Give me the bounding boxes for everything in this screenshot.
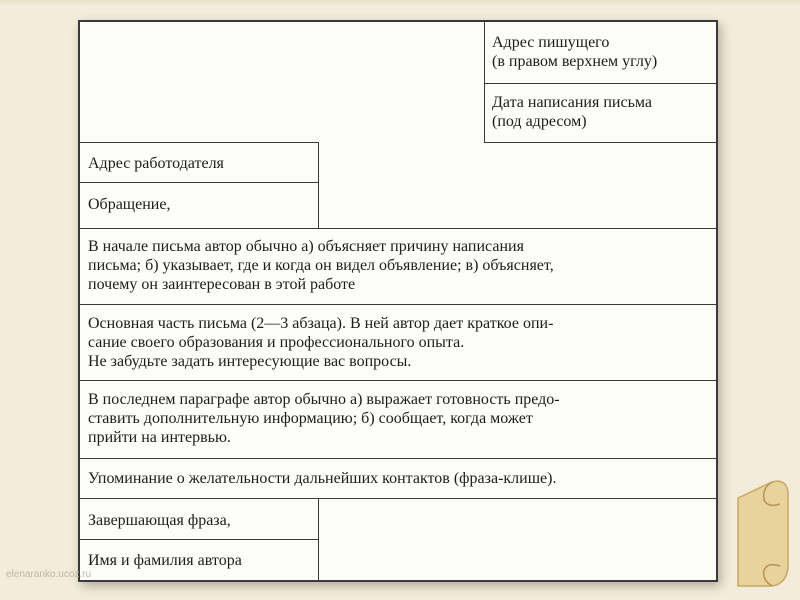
date-line: Дата написания письма <box>492 94 652 111</box>
closing-box <box>80 506 318 535</box>
greeting-box <box>80 190 318 219</box>
divider-employer-greeting <box>80 182 318 183</box>
opening-line-1: В начале письма автор обычно а) объясняет причину написания <box>88 238 524 255</box>
main-body-box <box>80 309 718 376</box>
main-body-line-2: сание своего образования и профессионального опыта. <box>88 334 465 351</box>
divider-closing-top <box>80 498 718 499</box>
opening-line-3: почему он заинтересован в этой работе <box>88 276 356 293</box>
signature-text: Имя и фамилия автора <box>88 552 242 569</box>
main-body-line-1: Основная часть письма (2—3 абзаца). В ней автор дает краткое опи- <box>88 315 554 332</box>
last-paragraph-line-1: В последнем параграфе автор обычно а) выражает готовность предо- <box>88 391 560 408</box>
signature-box <box>80 546 318 575</box>
closing-text: Завершающая фраза, <box>88 512 231 529</box>
watermark-text: elenaranko.ucoz.ru <box>6 569 92 580</box>
greeting-text: Обращение, <box>88 196 171 213</box>
divider-last-top <box>80 380 718 381</box>
last-paragraph-box <box>80 385 718 452</box>
date-box <box>484 88 718 136</box>
letter-structure-diagram <box>78 20 718 582</box>
sender-address-box <box>484 28 718 76</box>
employer-address-text: Адрес работодателя <box>88 155 224 172</box>
divider-employer-right <box>318 142 319 228</box>
divider-opening-top <box>80 228 718 229</box>
divider-contacts-top <box>80 458 718 459</box>
employer-address-box <box>80 149 318 178</box>
opening-line-2: письма; б) указывает, где и когда он видел объявление; в) объясняет, <box>88 257 554 274</box>
divider-closing-right <box>318 498 319 582</box>
divider-employer-top <box>80 142 318 143</box>
last-paragraph-line-2: ставить дополнительную информацию; б) сообщает, когда может <box>88 410 533 427</box>
contacts-box <box>80 464 718 493</box>
divider-date-bottom <box>484 142 718 143</box>
opening-paragraph-box <box>80 232 718 299</box>
scroll-decoration-icon <box>728 478 792 590</box>
date-note: (под адресом) <box>492 113 587 130</box>
divider-closing-signature <box>80 539 318 540</box>
sender-address-note: (в правом верхнем углу) <box>492 53 658 70</box>
divider-sender-date <box>484 83 718 84</box>
divider-main-top <box>80 304 718 305</box>
sender-address-line: Адрес пишущего <box>492 34 610 51</box>
main-body-line-3: Не забудьте задать интересующие вас вопросы. <box>88 353 412 370</box>
last-paragraph-line-3: прийти на интервью. <box>88 429 231 446</box>
contacts-text: Упоминание о желательности дальнейших контактов (фраза-клише). <box>88 470 557 487</box>
background-top-stripe <box>0 0 800 6</box>
